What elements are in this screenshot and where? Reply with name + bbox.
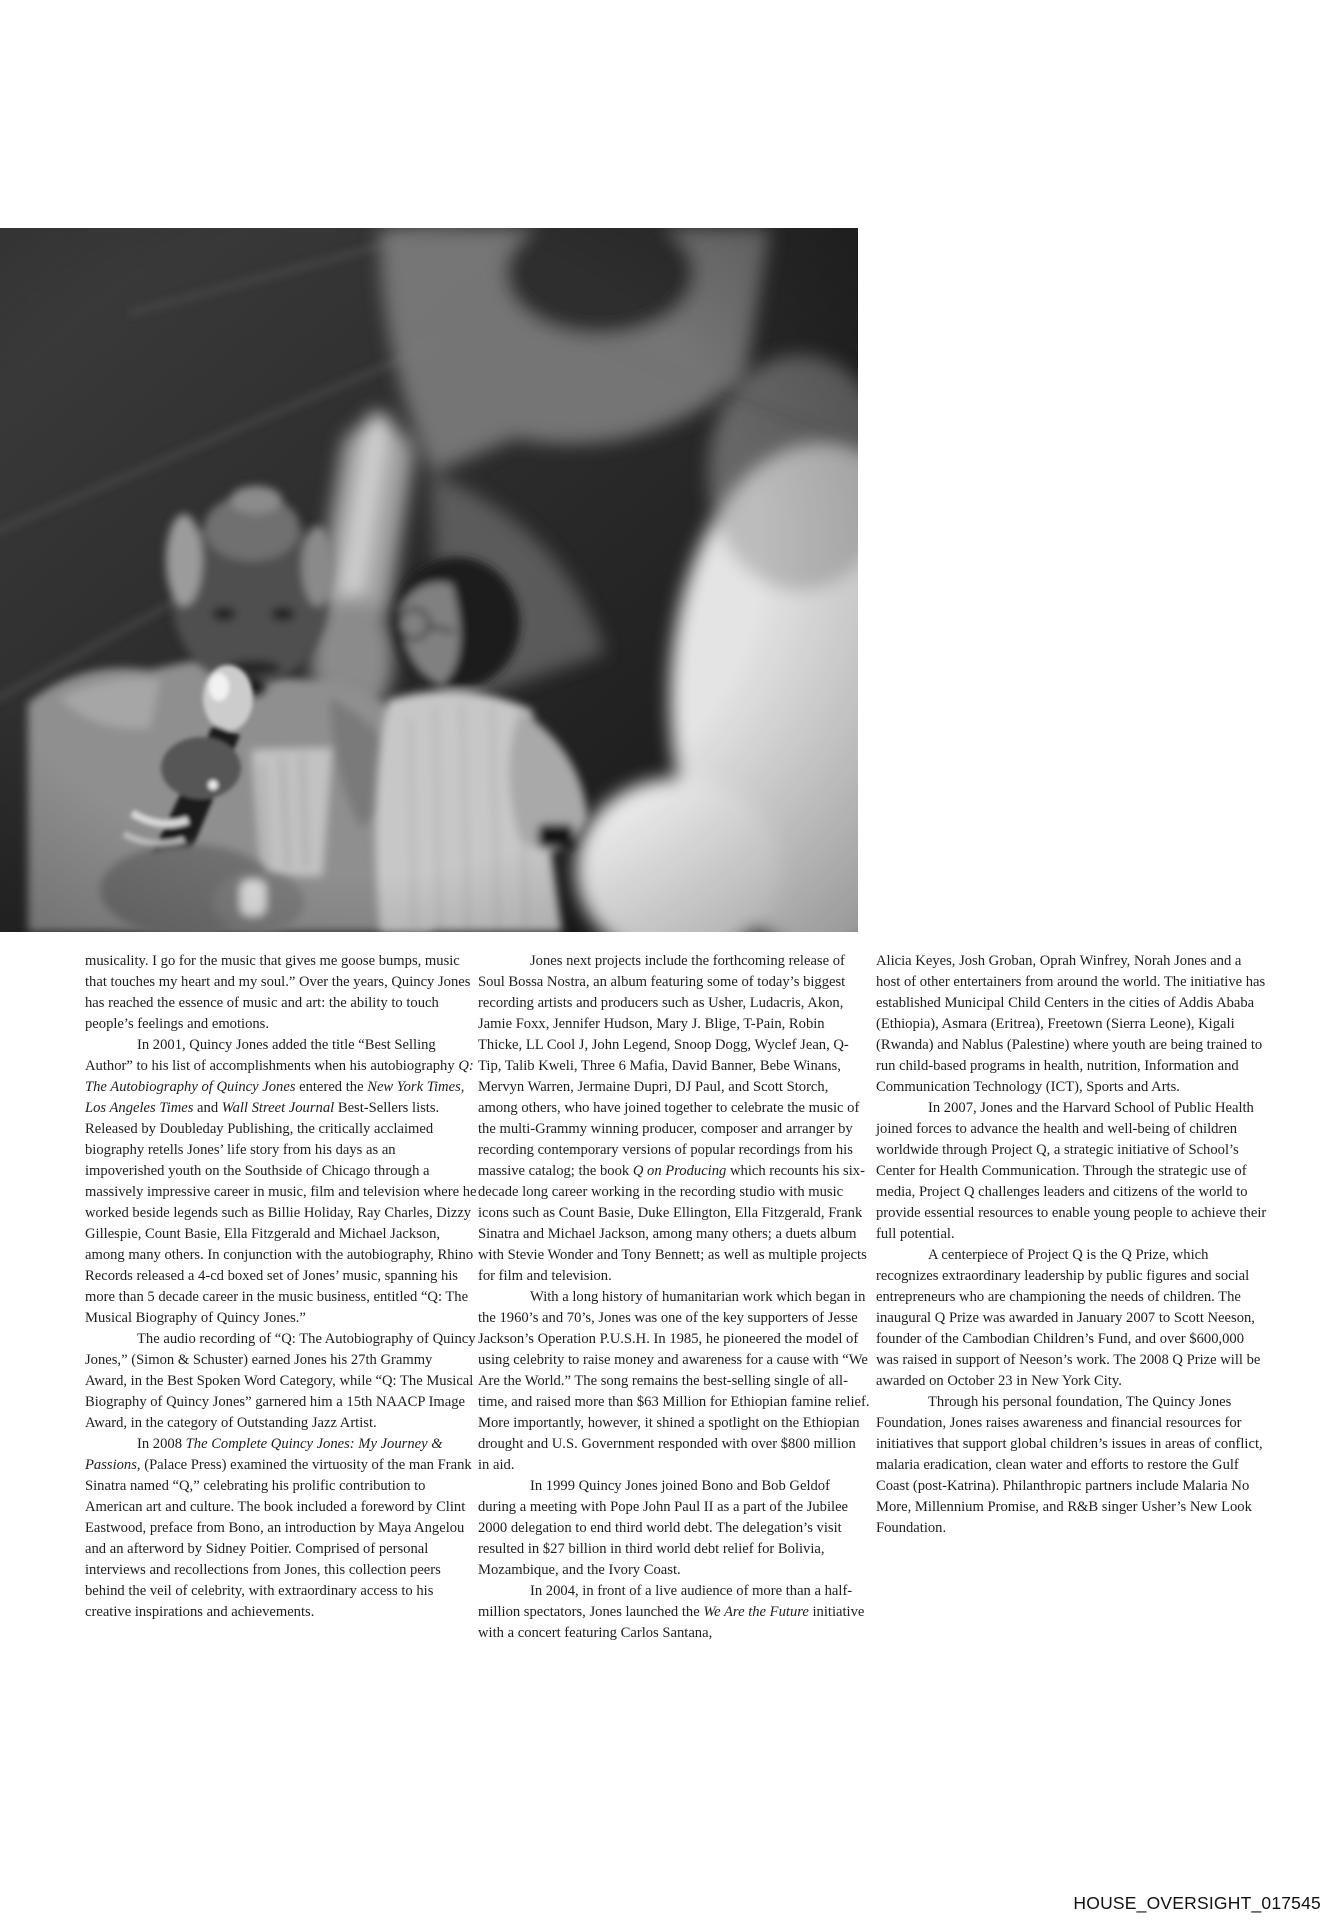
text-column-1 [85, 951, 477, 1623]
text-column-2 [478, 951, 870, 1644]
text-column-3 [876, 951, 1268, 1539]
paragraph: Through his personal foundation, The Quincy Jones Foundation, Jones raises awareness and financial resources for initiatives that support global children’s issues in areas of conflict, malaria eradication, clean water and efforts to restore the Gulf Coast (post-Katrina). Philanthropic partners include Malaria No More, Millennium Promise, and R&B singer Usher’s New Look Foundation. [876, 1394, 1263, 1536]
paragraph: In 2007, Jones and the Harvard School of Public Health joined forces to advance the health and well-being of children worldwide through Project Q, a strategic initiative of School’s Center for Health Communication. Through the strategic use of media, Project Q challenges leaders and citizens of the world to provide essential resources to enable young people to achieve their full potential. [876, 1100, 1267, 1242]
paragraph: With a long history of humanitarian work which began in the 1960’s and 70’s, Jones was one of the key supporters of Jesse Jackson’s Operation P.U.S.H. In 1985, he pioneered the model of using celebrity to raise money and awareness for a cause with “We Are the World.” The song remains the best-selling single of all-time, and raised more than $63 Million for Ethiopian famine relief. More importantly, however, it shined a spotlight on the Ethiopian drought and U.S. Government responded with over $800 million in aid. [478, 1289, 870, 1473]
paragraph: musicality. I go for the music that gives me goose bumps, music that touches my heart and my soul.” Over the years, Quincy Jones has reached the essence of music and art: the ability to touch people’s feelings and emotions. [85, 953, 471, 1032]
paragraph: In 2004, in front of a live audience of more than a half-million spectators, Jones launched the We Are the Future initiative with a concert featuring Carlos Santana, [478, 1583, 865, 1641]
paragraph: In 2001, Quincy Jones added the title “Best Selling Author” to his list of accomplishments when his autobiography Q: The Autobiography of Quincy Jones entered the New York Times, Los Angeles Times and Wall Street Journal Best-Sellers lists. Released by Doubleday Publishing, the critically acclaimed biography retells Jones’ life story from his days as an impoverished youth on the Southside of Chicago through a massively impressive career in music, film and television where he worked beside legends such as Billie Holiday, Ray Charles, Dizzy Gillespie, Count Basie, Ella Fitzgerald and Michael Jackson, among many others. In conjunction with the autobiography, Rhino Records released a 4-cd boxed set of Jones’ music, spanning his more than 5 decade career in the music business, entitled “Q: The Musical Biography of Quincy Jones.” [85, 1037, 477, 1326]
paragraph: Jones next projects include the forthcoming release of Soul Bossa Nostra, an album featuring some of today’s biggest recording artists and producers such as Usher, Ludacris, Akon, Jamie Foxx, Jennifer Hudson, Mary J. Blige, T-Pain, Robin Thicke, LL Cool J, John Legend, Snoop Dogg, Wyclef Jean, Q-Tip, Talib Kweli, Three 6 Mafia, David Banner, Bebe Winans, Mervyn Warren, Jermaine Dupri, DJ Paul, and Scott Storch, among others, who have joined together to celebrate the music of the multi-Grammy winning producer, composer and arranger by recording contemporary versions of popular recordings from his massive catalog; the book Q on Producing which recounts his six-decade long career working in the recording studio with music icons such as Count Basie, Duke Ellington, Ella Fitzgerald, Frank Sinatra and Michael Jackson, among many others; a duets album with Stevie Wonder and Tony Bennett; as well as multiple projects for film and television. [478, 953, 867, 1284]
paragraph: In 1999 Quincy Jones joined Bono and Bob Geldof during a meeting with Pope John Paul II as a part of the Jubilee 2000 delegation to end third world debt. The delegation’s visit resulted in $27 billion in third world debt relief for Bolivia, Mozambique, and the Ivory Coast. [478, 1478, 849, 1578]
paragraph: The audio recording of “Q: The Autobiography of Quincy Jones,” (Simon & Schuster) earned Jones his 27th Grammy Award, in the Best Spoken Word Category, while “Q: The Musical Biography of Quincy Jones” garnered him a 15th NAACP Image Award, in the category of Outstanding Jazz Artist. [85, 1331, 476, 1431]
paragraph: Alicia Keyes, Josh Groban, Oprah Winfrey, Norah Jones and a host of other entertainers from around the world. The initiative has established Municipal Child Centers in the cities of Addis Ababa (Ethiopia), Asmara (Eritrea), Freetown (Sierra Leone), Kigali (Rwanda) and Nablus (Palestine) where youth are being trained to run child-based programs in health, nutrition, Information and Communication Technology (ICT), Sports and Arts. [876, 953, 1266, 1095]
stage-photo-illustration [0, 228, 858, 932]
quincy-jones-stage-photo [0, 228, 858, 932]
document-id-watermark: HOUSE_OVERSIGHT_017545 [1073, 1893, 1321, 1913]
paragraph: A centerpiece of Project Q is the Q Prize, which recognizes extraordinary leadership by public figures and social entrepreneurs who are championing the needs of children. The inaugural Q Prize was awarded in January 2007 to Scott Neeson, founder of the Cambodian Children’s Fund, and over $600,000 was raised in support of Neeson’s work. The 2008 Q Prize will be awarded on October 23 in New York City. [876, 1247, 1261, 1389]
paragraph: In 2008 The Complete Quincy Jones: My Journey & Passions, (Palace Press) examined the virtuosity of the man Frank Sinatra named “Q,” celebrating his prolific contribution to American art and culture. The book included a foreword by Clint Eastwood, preface from Bono, an introduction by Maya Angelou and an afterword by Sidney Poitier. Comprised of personal interviews and recollections from Jones, this collection peers behind the veil of celebrity, with extraordinary access to his creative inspirations and achievements. [85, 1436, 472, 1620]
